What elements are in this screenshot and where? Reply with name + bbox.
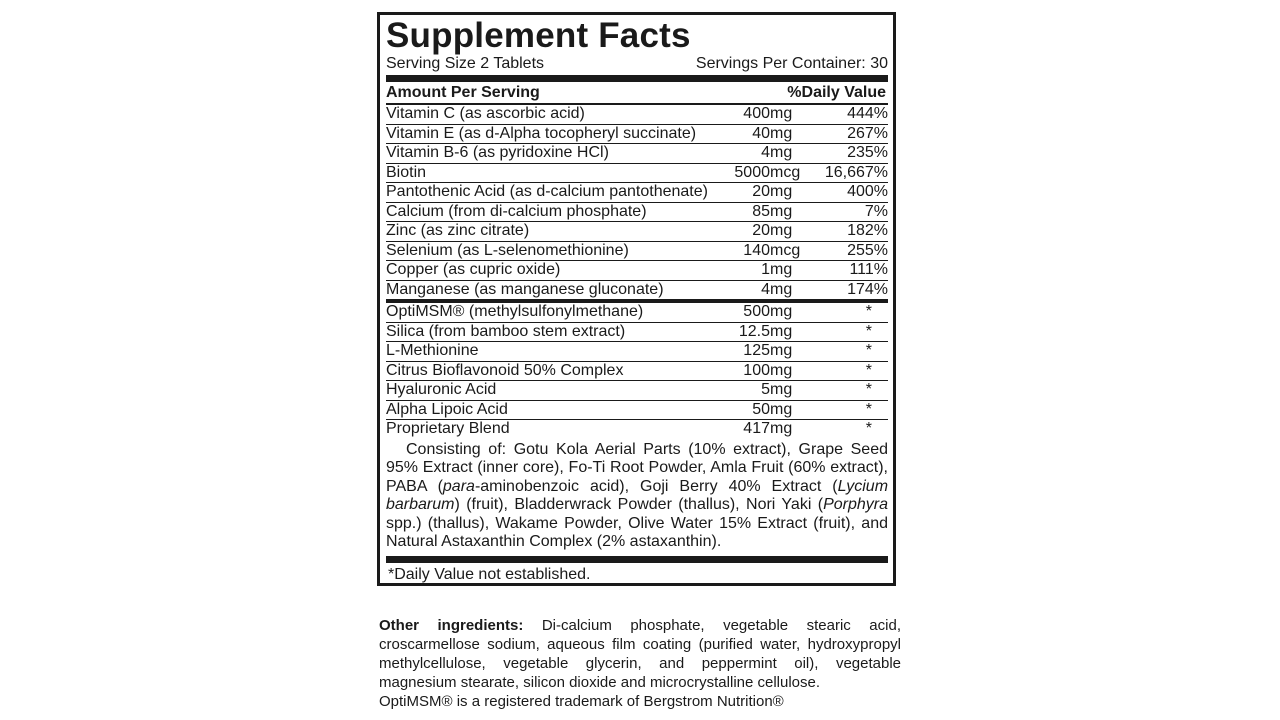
vitamin-list	[386, 105, 888, 299]
footnote: *Daily Value not established.	[388, 565, 591, 583]
amount-unit: mg	[770, 144, 793, 161]
daily-value: 7%	[864, 202, 888, 220]
nutrient-row	[386, 203, 888, 223]
amount-unit: mg	[770, 303, 793, 320]
nutrient-name: Hyaluronic Acid	[386, 381, 497, 398]
nutrient-name: OptiMSM® (methylsulfonylmethane)	[386, 303, 644, 320]
daily-value: *	[865, 420, 872, 437]
nutrient-amount	[728, 401, 816, 420]
daily-value: 182%	[847, 222, 888, 239]
nutrient-row	[386, 323, 888, 343]
blend-italic-2: Lycium barbarum	[386, 477, 889, 513]
nutrient-name: Alpha Lipoic Acid	[386, 400, 508, 418]
amount-number: 500	[743, 303, 770, 320]
nutrient-name: Calcium (from di-calcium phosphate)	[386, 202, 647, 220]
nutrient-name: Biotin	[386, 163, 427, 181]
daily-value: *	[865, 322, 872, 340]
serving-info	[386, 55, 888, 75]
nutrient-amount	[728, 342, 816, 361]
amount-unit: mg	[770, 400, 793, 418]
nutrient-amount	[728, 242, 816, 261]
amount-unit: mg	[770, 105, 793, 122]
nutrient-row	[386, 381, 888, 401]
amount-unit: mcg	[770, 163, 801, 181]
thick-divider	[386, 75, 888, 82]
daily-value: 174%	[847, 280, 888, 298]
nutrient-row	[386, 281, 888, 300]
proprietary-blend-description	[386, 441, 888, 552]
serving-size: Serving Size 2 Tablets	[386, 55, 545, 72]
nutrient-amount	[728, 362, 816, 381]
amount-unit: mg	[770, 202, 793, 220]
blend-italic-1: para	[442, 477, 475, 495]
amount-number: 20	[752, 183, 770, 200]
nutrient-amount	[728, 420, 816, 439]
amount-unit: mg	[770, 261, 793, 278]
other-ingredients	[379, 616, 901, 711]
amount-unit: mg	[770, 361, 793, 379]
amount-unit: mg	[770, 222, 793, 239]
daily-value: *	[865, 303, 872, 320]
nutrient-amount	[728, 203, 816, 222]
nutrient-name: Copper (as cupric oxide)	[386, 261, 561, 278]
nutrient-name: Vitamin C (as ascorbic acid)	[386, 105, 585, 122]
blend-text-3: ) (fruit), Bladderwrack Powder (thallus), Nori Yaki (	[454, 496, 824, 513]
blend-italic-3: Porphyra	[823, 496, 888, 513]
nutrient-row	[386, 242, 888, 262]
amount-unit: mg	[770, 183, 793, 200]
trademark-note: OptiMSM® is a registered trademark of Bergstrom Nutrition®	[379, 693, 784, 710]
servings-per-container: Servings Per Container: 30	[695, 55, 888, 72]
amount-number: 50	[752, 400, 770, 418]
nutrient-name: Vitamin B-6 (as pyridoxine HCl)	[386, 144, 609, 161]
amount-number: 85	[752, 202, 770, 220]
daily-value: 16,667%	[824, 163, 888, 181]
nutrient-name: Manganese (as manganese gluconate)	[386, 280, 664, 298]
amount-number: 140	[743, 241, 770, 259]
daily-value: 235%	[847, 144, 888, 161]
nutrient-row	[386, 183, 888, 203]
amount-number: 4	[761, 144, 770, 161]
nutrient-row	[386, 164, 888, 184]
amount-number: 4	[761, 280, 770, 298]
nutrient-name: L-Methionine	[386, 342, 479, 359]
blend-text-1: Consisting of: Gotu Kola Aerial Parts (10% extract), Grape Seed 95% Extract (inner core), Fo-Ti Root Powder, Amla Fruit (60% extract), PABA (	[386, 440, 888, 495]
nutrient-row	[386, 144, 888, 164]
blend-text-2: -aminobenzoic acid), Goji Berry 40% Extract (	[474, 477, 838, 495]
nutrient-amount	[728, 303, 816, 322]
nutrient-name: Pantothenic Acid (as d-calcium pantothenate)	[386, 183, 708, 200]
nutrient-row	[386, 222, 888, 242]
bottom-divider	[386, 556, 888, 563]
amount-unit: mg	[770, 420, 793, 437]
nutrient-amount	[728, 125, 816, 144]
amount-number: 1	[761, 261, 770, 278]
nutrient-amount	[728, 144, 816, 163]
nutrient-name: Selenium (as L-selenomethionine)	[386, 241, 629, 259]
nutrient-amount	[728, 381, 816, 400]
nutrient-row	[386, 401, 888, 421]
nutrient-name: Zinc (as zinc citrate)	[386, 222, 530, 239]
amount-number: 417	[743, 420, 770, 437]
amount-number: 5000	[734, 163, 770, 181]
column-header	[386, 82, 888, 103]
daily-value: 444%	[847, 105, 888, 122]
nutrient-name: Proprietary Blend	[386, 420, 510, 437]
nutrient-amount	[728, 281, 816, 300]
other-ingredients-text: Di-calcium phosphate, vegetable stearic acid, croscarmellose sodium, aqueous film coating (purified water, hydroxypropyl methylcellulose, vegetable glycerin, and peppermint oil), vegetable magnesium stearate, silicon dioxide and microcrystalline cellulose.	[379, 617, 901, 691]
daily-value: *	[865, 361, 872, 379]
daily-value: 400%	[847, 183, 888, 200]
daily-value: 111%	[849, 261, 888, 278]
nutrient-row	[386, 261, 888, 281]
amount-unit: mg	[770, 280, 793, 298]
amount-number: 100	[743, 361, 770, 379]
amount-number: 20	[752, 222, 770, 239]
nutrient-row	[386, 105, 888, 125]
other-ingredients-label: Other ingredients:	[379, 617, 524, 634]
nutrient-row	[386, 342, 888, 362]
nutrient-row	[386, 362, 888, 382]
amount-number: 5	[761, 381, 770, 398]
nutrient-amount	[728, 183, 816, 202]
amount-unit: mg	[770, 381, 793, 398]
amount-unit: mg	[770, 322, 793, 340]
daily-value: *	[865, 381, 872, 398]
amount-unit: mg	[770, 124, 793, 142]
nutrient-name: Citrus Bioflavonoid 50% Complex	[386, 361, 624, 379]
amount-number: 400	[743, 105, 770, 122]
panel-title: Supplement Facts	[386, 16, 691, 55]
nutrient-row	[386, 125, 888, 145]
daily-value: 255%	[847, 241, 888, 259]
daily-value: 267%	[847, 124, 888, 142]
amount-number: 125	[743, 342, 770, 359]
nutrient-name: Vitamin E (as d-Alpha tocopheryl succinate)	[386, 124, 697, 142]
amount-unit: mcg	[770, 241, 801, 259]
amount-number: 40	[752, 124, 770, 142]
supplement-facts-panel	[377, 12, 896, 586]
daily-value: *	[865, 342, 872, 359]
other-nutrient-list	[386, 303, 888, 439]
nutrient-amount	[728, 222, 816, 241]
nutrient-amount	[728, 105, 816, 124]
header-daily-value: %Daily Value	[787, 84, 886, 101]
nutrient-amount	[728, 261, 816, 280]
daily-value: *	[865, 400, 872, 418]
nutrient-amount	[728, 164, 816, 183]
blend-text-4: spp.) (thallus), Wakame Powder, Olive Water 15% Extract (fruit), and Natural Astaxanthin Complex (2% astaxanthin).	[386, 514, 888, 550]
nutrient-row	[386, 420, 888, 439]
amount-number: 12.5	[738, 322, 770, 340]
nutrient-name: Silica (from bamboo stem extract)	[386, 322, 626, 340]
header-amount: Amount Per Serving	[386, 84, 540, 101]
nutrient-amount	[728, 323, 816, 342]
amount-unit: mg	[770, 342, 793, 359]
nutrient-row	[386, 303, 888, 323]
